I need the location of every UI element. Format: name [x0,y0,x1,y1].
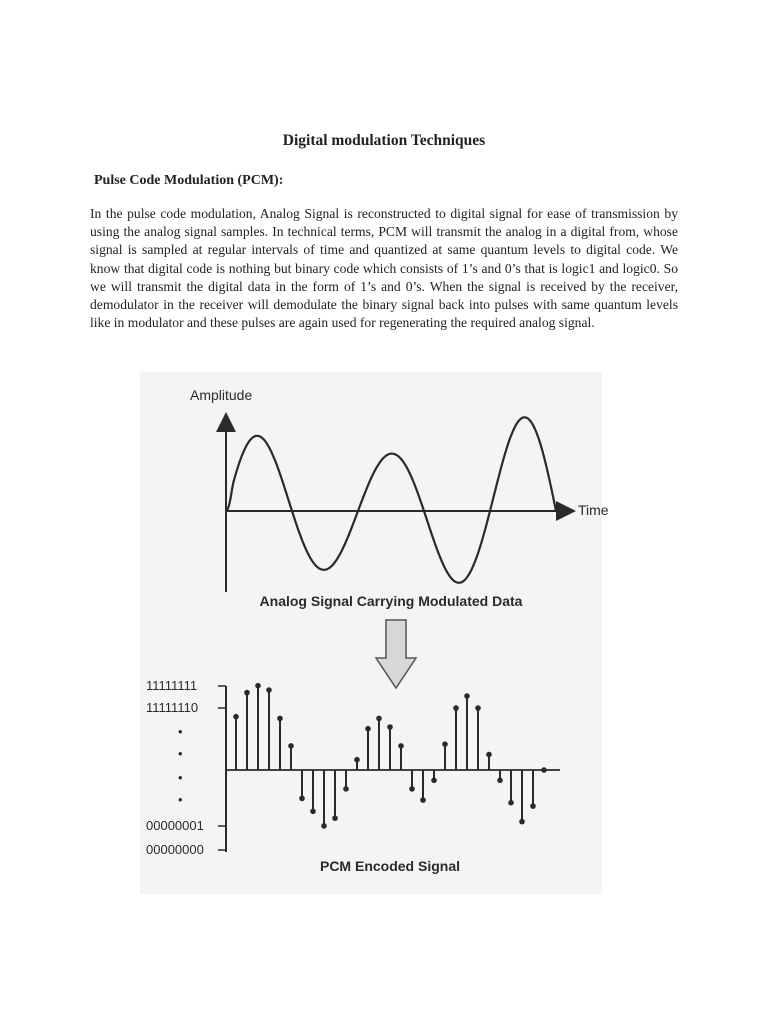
pcm-sample-point [530,803,536,809]
pcm-samples [233,683,547,829]
pcm-sample-point [299,796,305,802]
pcm-sample-point [486,752,492,758]
analog-wave [226,417,556,583]
pcm-sample-point [266,687,272,693]
pcm-sample-point [255,683,261,689]
pcm-sample-point [508,800,514,806]
pcm-sample-point [310,809,316,815]
pcm-sample-point [332,815,338,821]
pcm-level-label: 00000000 [146,842,204,857]
pcm-level-label: 11111111 [146,678,198,693]
section-heading: Pulse Code Modulation (PCM): [94,173,284,188]
pcm-level-label: 00000001 [146,818,204,833]
pcm-sample-point [387,724,393,730]
pcm-sample-point [409,786,415,792]
analog-caption: Analog Signal Carrying Modulated Data [259,593,523,609]
pcm-level-label: • [178,770,183,785]
pcm-sample-point [343,786,349,792]
pcm-sample-point [420,797,426,803]
pcm-sample-point [475,705,481,711]
pcm-sample-point [497,778,503,784]
pcm-level-label: • [178,724,183,739]
amplitude-axis-label: Amplitude [190,387,253,403]
pcm-figure [140,372,609,894]
pcm-sample-point [453,705,459,711]
pcm-level-label: • [178,792,183,807]
pcm-sample-point [376,716,382,722]
pcm-sample-point [519,819,525,825]
pcm-sample-point [277,716,283,722]
pcm-level-labels [146,678,226,857]
pcm-sample-point [442,741,448,747]
pcm-sample-point [354,757,360,763]
time-axis-label: Time [578,502,609,518]
body-paragraph: In the pulse code modulation, Analog Signal is reconstructed to digital signal for ease of transmission by using the analog signal samples. In technical terms, PCM will transmit the analog in a digital from, whose signal is sampled at regular intervals of time and quantized at same quantum levels to digital code. We know that digital code is nothing but binary code which consists of 1’s and 0’s that is logic1 and logic0. So we will transmit the digital data in the form of 1’s and 0’s. When the signal is received by the receiver, demodulator in the receiver will demodulate the binary signal back into pulses with same quantum levels like in modulator and these pulses are again used for regenerating the required analog signal. [90,206,678,331]
pcm-level-label: 11111110 [146,700,199,715]
pcm-sample-point [365,726,371,732]
down-arrow-icon [376,620,416,688]
pcm-figure-svg [140,372,609,894]
pcm-level-label: • [178,746,183,761]
pcm-sample-point [541,767,547,773]
page-title: Digital modulation Techniques [282,132,486,149]
pcm-sample-point [321,823,327,829]
pcm-caption: PCM Encoded Signal [319,858,461,874]
pcm-sample-point [233,714,239,720]
pcm-sample-point [398,743,404,749]
pcm-sample-point [288,743,294,749]
pcm-sample-point [244,690,250,696]
pcm-sample-point [431,778,437,784]
pcm-sample-point [464,693,470,699]
